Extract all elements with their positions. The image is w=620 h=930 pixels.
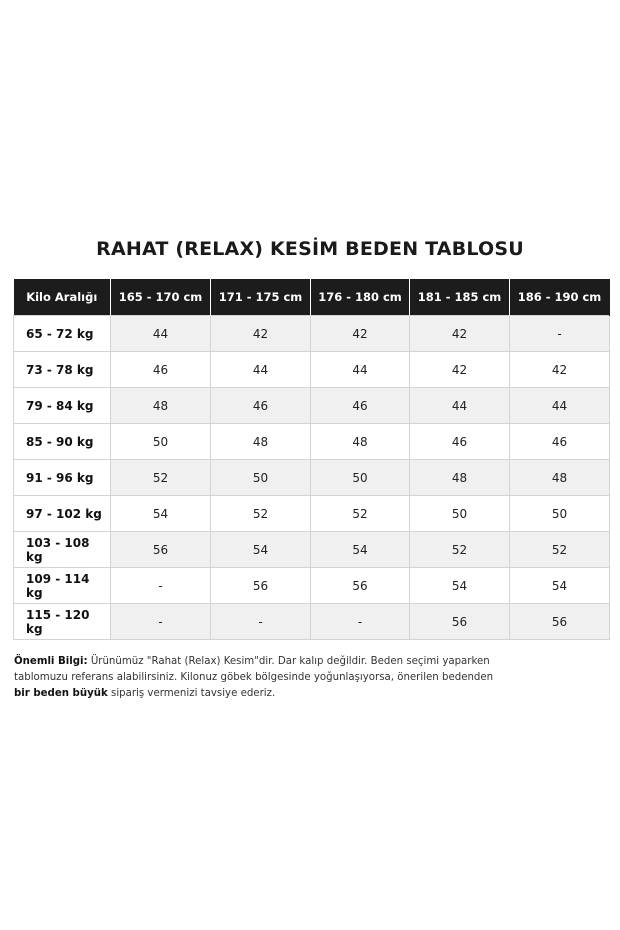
table-row [14,604,610,640]
table-row [14,532,610,568]
size-cell: 44 [311,352,410,388]
size-cell: - [311,604,410,640]
size-cell: 50 [311,460,410,496]
size-chart-table [13,279,610,640]
size-cell: - [111,604,211,640]
kilo-cell: 79 - 84 kg [14,388,111,424]
size-cell: - [111,568,211,604]
kilo-cell: 109 - 114 kg [14,568,111,604]
size-cell: 50 [510,496,610,532]
header-kilo-range: Kilo Aralığı [14,279,111,316]
size-cell: 42 [410,316,510,352]
size-cell: 56 [211,568,311,604]
size-cell: 46 [510,424,610,460]
header-height-186-190: 186 - 190 cm [510,279,610,316]
size-cell: 52 [111,460,211,496]
table-row [14,352,610,388]
header-height-181-185: 181 - 185 cm [410,279,510,316]
size-cell: - [211,604,311,640]
size-cell: 42 [510,352,610,388]
size-cell: 48 [111,388,211,424]
size-cell: 46 [111,352,211,388]
size-cell: - [510,316,610,352]
size-cell: 48 [510,460,610,496]
size-cell: 56 [311,568,410,604]
size-cell: 52 [311,496,410,532]
size-cell: 52 [410,532,510,568]
size-cell: 46 [311,388,410,424]
size-cell: 54 [111,496,211,532]
kilo-cell: 103 - 108 kg [14,532,111,568]
table-row [14,388,610,424]
size-cell: 48 [211,424,311,460]
note-text-part-1: Ürünümüz "Rahat (Relax) Kesim"dir. Dar kalıp değildir. Beden seçimi yaparken tablomuzu referans alabilirsiniz. Kilonuz göbek bölgesinde yoğunlaşıyorsa, önerilen bedenden [14,656,494,683]
table-row [14,496,610,532]
page-title: RAHAT (RELAX) KESİM BEDEN TABLOSU [96,238,524,260]
kilo-cell: 91 - 96 kg [14,460,111,496]
kilo-cell: 73 - 78 kg [14,352,111,388]
size-cell: 42 [410,352,510,388]
size-cell: 50 [410,496,510,532]
size-cell: 54 [410,568,510,604]
note-label: Önemli Bilgi: [14,656,88,667]
size-cell: 44 [111,316,211,352]
size-cell: 42 [211,316,311,352]
important-note [14,654,494,702]
size-cell: 50 [211,460,311,496]
size-cell: 52 [211,496,311,532]
table-row [14,460,610,496]
size-cell: 54 [510,568,610,604]
size-cell: 44 [510,388,610,424]
header-height-171-175: 171 - 175 cm [211,279,311,316]
size-cell: 54 [211,532,311,568]
note-text-part-2: sipariş vermenizi tavsiye ederiz. [107,688,276,699]
kilo-cell: 97 - 102 kg [14,496,111,532]
size-cell: 52 [510,532,610,568]
note-emphasis: bir beden büyük [14,688,108,699]
size-cell: 44 [410,388,510,424]
size-cell: 46 [410,424,510,460]
table-row [14,316,610,352]
size-cell: 48 [410,460,510,496]
size-cell: 56 [510,604,610,640]
size-cell: 42 [311,316,410,352]
header-height-176-180: 176 - 180 cm [311,279,410,316]
kilo-cell: 115 - 120 kg [14,604,111,640]
size-cell: 44 [211,352,311,388]
table-row [14,568,610,604]
kilo-cell: 65 - 72 kg [14,316,111,352]
size-cell: 50 [111,424,211,460]
size-cell: 54 [311,532,410,568]
header-height-165-170: 165 - 170 cm [111,279,211,316]
table-row [14,424,610,460]
kilo-cell: 85 - 90 kg [14,424,111,460]
size-cell: 56 [111,532,211,568]
size-cell: 48 [311,424,410,460]
size-cell: 46 [211,388,311,424]
table-header-row [14,279,610,316]
size-cell: 56 [410,604,510,640]
